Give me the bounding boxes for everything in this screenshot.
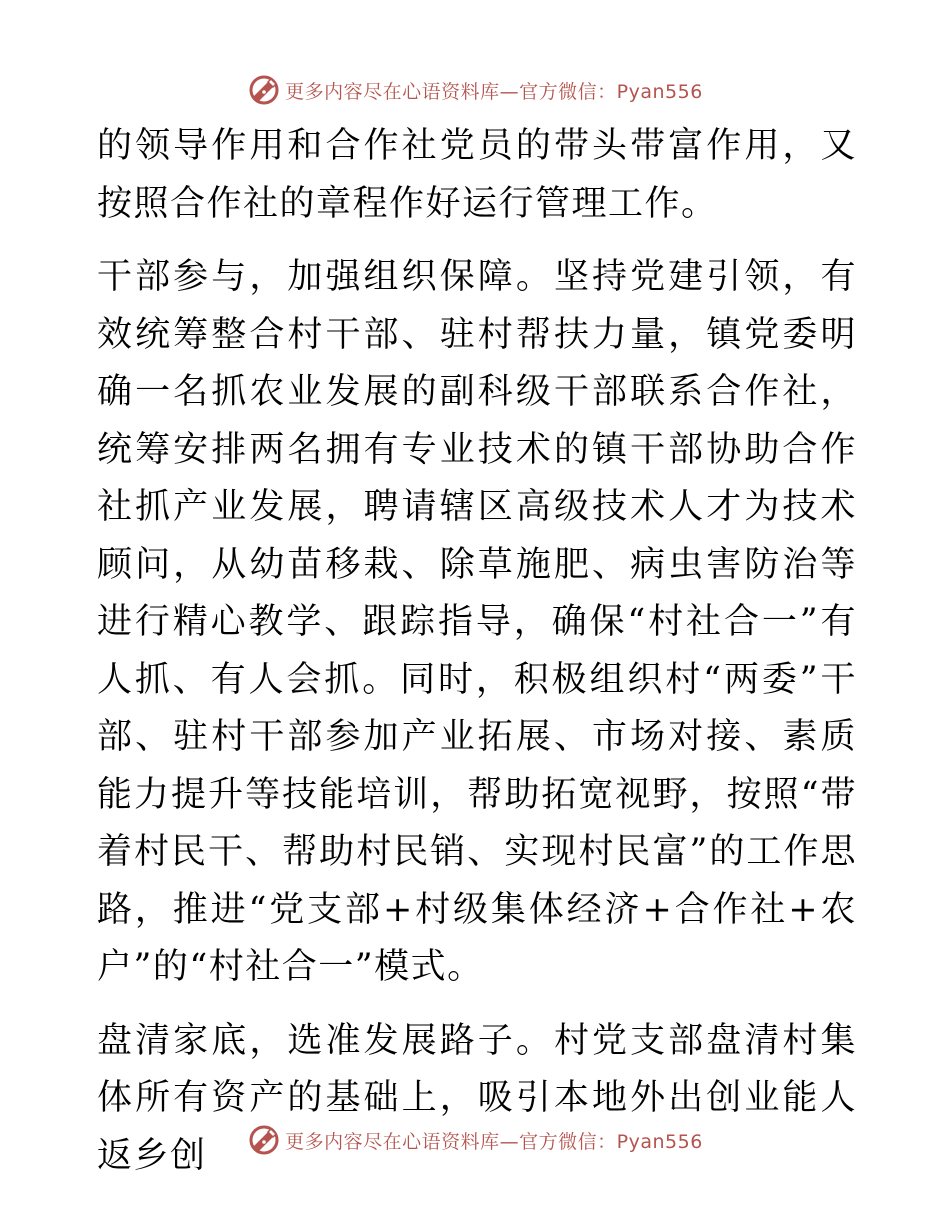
document-body [97, 118, 857, 1185]
paragraph-3: 盘清家底，选准发展路子。村党支部盘清村集体所有资产的基础上，吸引本地外出创业能人返乡创 [97, 1020, 857, 1176]
paragraph-2: 干部参与，加强组织保障。坚持党建引领，有效统筹整合村干部、驻村帮扶力量，镇党委明确一名抓农业发展的副科级干部联系合作社，统筹安排两名拥有专业技术的镇干部协助合作社抓产业发展，聘请辖区高级技术人才为技术顾问，从幼苗移栽、除草施肥、病虫害防治等进行精心教学、跟踪指导，确保“村社合一”有人抓、有人会抓。同时，积极组织村“两委”干部、驻村干部参加产业拓展、市场对接、素质能力提升等技能培训，帮助拓宽视野，按照“带着村民干、帮助村民销、实现村民富”的工作思路，推进“党支部+村级集体经济+合作社+农户”的“村社合一”模式。 [97, 257, 857, 987]
header-banner [0, 70, 950, 110]
footer-banner [0, 1120, 950, 1160]
footer-banner-text: 更多内容尽在心语资料库—官方微信：Pyan556 [285, 1130, 703, 1153]
pen-nib-logo-icon [247, 1123, 281, 1157]
pen-nib-logo-icon [247, 73, 281, 107]
header-banner-text: 更多内容尽在心语资料库—官方微信：Pyan556 [285, 80, 703, 103]
paragraph-1: 的领导作用和合作社党员的带头带富作用，又按照合作社的章程作好运行管理工作。 [97, 126, 857, 224]
